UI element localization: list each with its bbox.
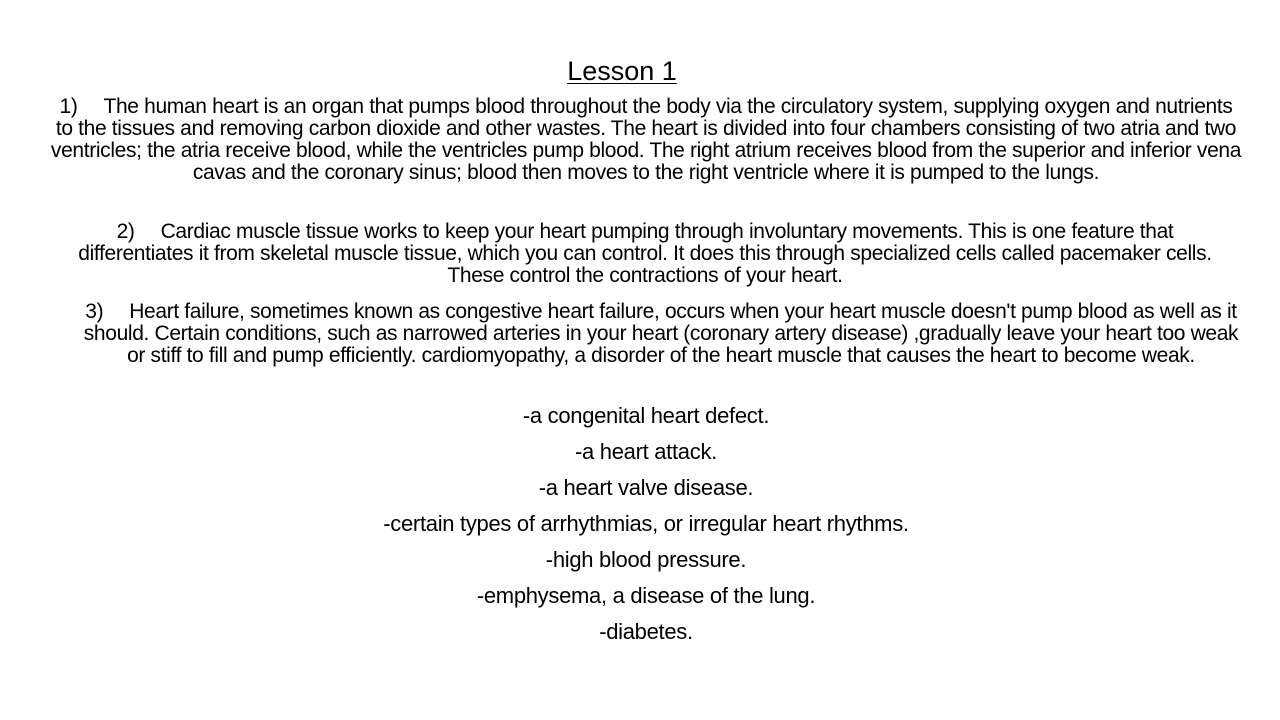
- paragraph-2: [72, 221, 1218, 287]
- paragraph-text: The human heart is an organ that pumps blood throughout the body via the circulatory system, supplying oxygen and nutrients to the tissues and removing carbon dioxide and other wastes. The heart is divided into four chambers consisting of two atria and two ventricles; the atria receive blood, while the ventricles pump blood. The right atrium receives blood from the superior and inferior vena cavas and the coronary sinus; blood then moves to the right ventricle where it is pumped to the lungs.: [50, 95, 1242, 184]
- causes-list: [0, 398, 1280, 650]
- list-item: -a heart valve disease.: [538, 475, 754, 500]
- paragraph-text: Heart failure, sometimes known as congestive heart failure, occurs when your heart muscle doesn't pump blood as well as it should. Certain conditions, such as narrowed arteries in your heart (coronary artery disease) ,gradually leave your heart too weak or stiff to fill and pump efficiently. cardiomyopathy, a disorder of the heart muscle that causes the heart to become weak.: [83, 300, 1239, 367]
- list-item: -diabetes.: [599, 619, 693, 644]
- paragraph-text: Cardiac muscle tissue works to keep your heart pumping through involuntary movements. This is one feature that differentiates it from skeletal muscle tissue, which you can control. It does this through specialized cells called pacemaker cells. These control the contractions of your heart.: [78, 220, 1212, 287]
- paragraph-number: 3): [85, 300, 104, 323]
- paragraph-number: 1): [59, 95, 78, 118]
- list-item: -a congenital heart defect.: [522, 403, 770, 428]
- paragraph-3: [80, 301, 1242, 367]
- slide-title: Lesson 1: [567, 56, 677, 86]
- list-item: -a heart attack.: [575, 439, 717, 464]
- paragraph-number: 2): [116, 220, 135, 243]
- list-item: -high blood pressure.: [545, 547, 747, 572]
- list-item: -emphysema, a disease of the lung.: [476, 583, 816, 608]
- paragraph-1: [50, 96, 1242, 184]
- list-item: -certain types of arrhythmias, or irregular heart rhythms.: [383, 511, 909, 536]
